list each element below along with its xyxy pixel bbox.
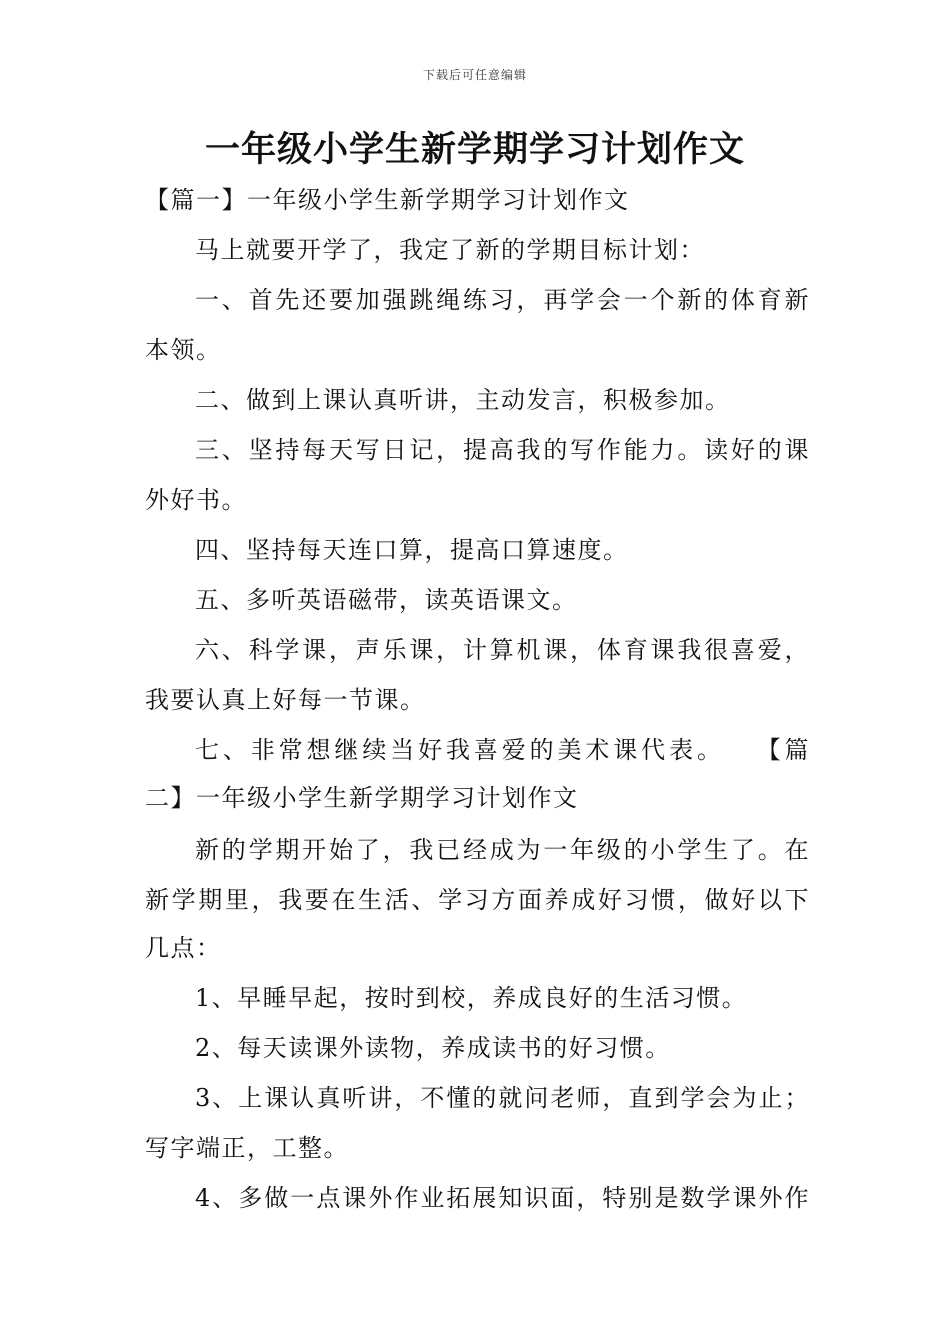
paragraph-line: 4、多做一点课外作业拓展知识面，特别是数学课外作 <box>195 1184 810 1212</box>
paragraph-line: 新的学期开始了，我已经成为一年级的小学生了。在 <box>195 836 810 864</box>
paragraph-line: 1、早睡早起，按时到校，养成良好的生活习惯。 <box>195 984 748 1012</box>
paragraph-line: 几点： <box>145 934 222 962</box>
paragraph-line: 六、科学课，声乐课，计算机课，体育课我很喜爱， <box>195 636 810 664</box>
paragraph-line: 一、首先还要加强跳绳练习，再学会一个新的体育新 <box>195 286 810 314</box>
paragraph-line: 马上就要开学了，我定了新的学期目标计划： <box>195 236 705 264</box>
paragraph-line: 三、坚持每天写日记，提高我的写作能力。读好的课 <box>195 436 810 464</box>
page-title: 一年级小学生新学期学习计划作文 <box>204 130 745 170</box>
paragraph-line: 二、做到上课认真听讲，主动发言，积极参加。 <box>195 386 731 414</box>
paragraph-line: 3、上课认真听讲，不懂的就问老师，直到学会为止； <box>195 1084 810 1112</box>
paragraph-line: 外好书。 <box>145 486 247 514</box>
paragraph-line: 我要认真上好每一节课。 <box>145 686 426 714</box>
paragraph-line: 四、坚持每天连口算，提高口算速度。 <box>195 536 629 564</box>
paragraph-line: 2、每天读课外读物，养成读书的好习惯。 <box>195 1034 671 1062</box>
paragraph-line: 七、非常想继续当好我喜爱的美术课代表。 【篇 <box>195 736 810 764</box>
paragraph-line: 写字端正，工整。 <box>145 1134 349 1162</box>
header-note: 下载后可任意编辑 <box>422 68 527 82</box>
section-heading: 二】一年级小学生新学期学习计划作文 <box>145 784 579 812</box>
section-heading: 【篇一】一年级小学生新学期学习计划作文 <box>145 186 630 214</box>
paragraph-line: 本领。 <box>145 336 222 364</box>
paragraph-line: 新学期里，我要在生活、学习方面养成好习惯，做好以下 <box>145 886 810 914</box>
paragraph-line: 五、多听英语磁带，读英语课文。 <box>195 586 578 614</box>
